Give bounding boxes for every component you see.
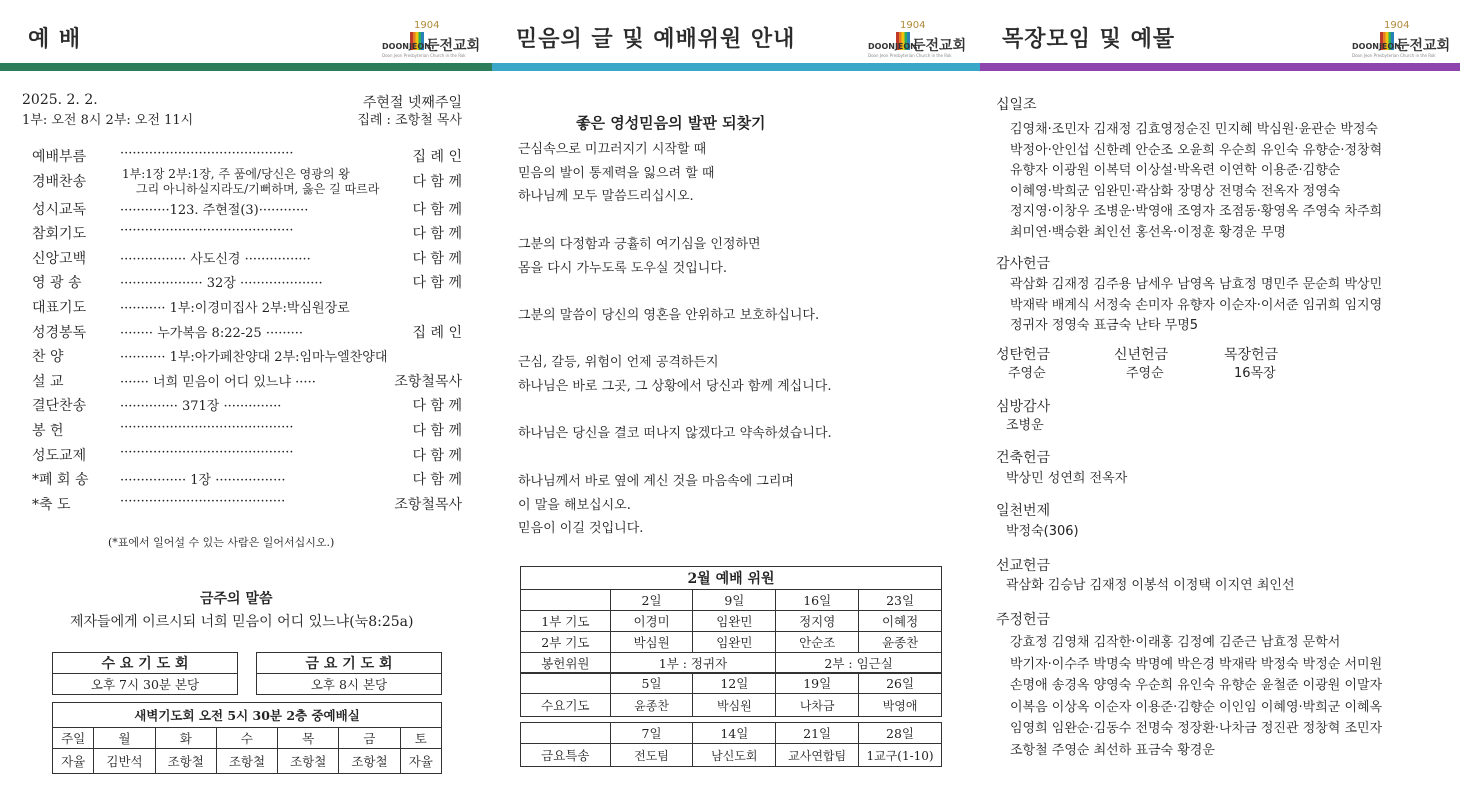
order-label: 대표기도 bbox=[32, 300, 87, 316]
essay-title: 좋은 영성믿음의 발판 되찾기 bbox=[576, 114, 766, 132]
date-cell: 2일 bbox=[610, 590, 693, 611]
essay-line: 믿음이 이길 것입니다. bbox=[518, 521, 644, 537]
logo-tagline: Doon Jeon Presbyterian Church in the Rok bbox=[868, 53, 952, 58]
dawn-day: 월 bbox=[94, 728, 155, 749]
value-cell: 윤종찬 bbox=[610, 694, 693, 717]
cross-icon: 1904 bbox=[900, 20, 926, 31]
order-detail: 1부:1장 2부:1장, 주 품에/당신은 영광의 왕 bbox=[122, 166, 350, 181]
name-line: 최미연·백승환 최인선 홍선옥·이정훈 황경운 무명 bbox=[1010, 225, 1286, 240]
wednesday-prayer-table bbox=[520, 672, 942, 717]
officiant: 집례 : 조항철 목사 bbox=[357, 113, 462, 128]
name-line: 조항철 주영순 최선하 표금숙 황경운 bbox=[1010, 743, 1215, 758]
liturgical-season: 주현절 넷째주일 bbox=[362, 95, 462, 111]
value-cell: 이혜정 bbox=[859, 611, 942, 632]
essay-line: 근심속으로 미끄러지기 시작할 때 bbox=[518, 142, 707, 157]
logo-tagline: Doon Jeon Presbyterian Church in the Rok bbox=[382, 53, 466, 58]
name-line: 박재락 배계식 서정숙 손미자 유향자 이순자·이서준 임귀희 임지영 bbox=[1010, 297, 1383, 313]
date-cell: 28일 bbox=[859, 723, 942, 744]
cell-title: 목장헌금 bbox=[1224, 347, 1279, 363]
weekly-word-text: 제자들에게 이르시되 너희 믿음이 어디 있느냐(눅8:25a) bbox=[70, 614, 414, 630]
order-leader: 다 함 께 bbox=[412, 447, 462, 464]
value-cell: 남신도회 bbox=[693, 744, 776, 767]
order-label: 참회기도 bbox=[32, 226, 87, 243]
name-line: 임영희 임완순·김동수 전명숙 정장환·나차금 정진관 정창혁 조민자 bbox=[1010, 721, 1383, 737]
logo-korean: 둔전교회 bbox=[1396, 38, 1451, 54]
logo-tagline: Doon Jeon Presbyterian Church in the Rok bbox=[1352, 53, 1436, 58]
dawn-leader: 조항철 bbox=[216, 749, 277, 774]
essay-line: 이 말을 해보십시오. bbox=[518, 497, 631, 513]
value-cell: 박심원 bbox=[610, 632, 693, 653]
value-cell: 임완민 bbox=[693, 632, 776, 653]
dawn-leader: 조항철 bbox=[339, 749, 400, 774]
order-detail: ······· 너희 믿음이 어디 있느냐 ····· bbox=[120, 374, 316, 390]
dawn-prayer-table bbox=[52, 702, 442, 774]
essay-line: 몸을 다시 가누도록 도우실 것입니다. bbox=[518, 260, 728, 276]
order-detail: ··········· 1부:이경미집사 2부:박심원장로 bbox=[120, 301, 350, 316]
fri-title: 금 요 기 도 회 bbox=[257, 653, 442, 674]
date-cell: 7일 bbox=[610, 723, 693, 744]
name-line: 박기자·이수주 박명숙 박명예 박은경 박재락 박정숙 박정순 서미원 bbox=[1010, 656, 1383, 672]
date-cell: 14일 bbox=[693, 723, 776, 744]
fri-time: 오후 8시 본당 bbox=[257, 674, 442, 695]
church-logo bbox=[1352, 20, 1452, 60]
order-label: 신앙고백 bbox=[32, 250, 87, 267]
order-leader: 집 례 인 bbox=[412, 324, 462, 341]
row-label: 수요기도 bbox=[521, 694, 611, 717]
essay-line: 하나님은 바로 그곳, 그 상황에서 당신과 함께 계십니다. bbox=[518, 379, 832, 394]
church-logo bbox=[382, 20, 482, 60]
order-leader: 다 함 께 bbox=[412, 472, 462, 489]
panel-title: 예 배 bbox=[28, 27, 82, 52]
name-line: 이복음 이상옥 이순자 이용준·김향순 이인임 이혜영·박희군 이혜옥 bbox=[1010, 699, 1383, 715]
thousand-title: 일천번제 bbox=[996, 503, 1051, 519]
order-leader: 집 례 인 bbox=[412, 149, 462, 165]
order-leader: 다 함 께 bbox=[412, 275, 462, 292]
essay-line: 그분의 다정함과 긍휼히 여기심을 인정하면 bbox=[518, 236, 761, 252]
essay-line: 그분의 말씀이 당신의 영혼을 안위하고 보호하십니다. bbox=[518, 307, 820, 323]
value-cell: 이경미 bbox=[610, 611, 693, 632]
value-cell: 1교구(1-10) bbox=[859, 744, 942, 767]
date-cell: 19일 bbox=[776, 673, 859, 694]
essay-line: 하나님께서 바로 옆에 계신 것을 마음속에 그리며 bbox=[518, 473, 794, 489]
building-title: 건축헌금 bbox=[996, 450, 1051, 466]
order-detail: ············123. 주현절(3)············ bbox=[120, 202, 309, 218]
header-band bbox=[0, 63, 492, 71]
order-detail: ················ 사도신경 ················ bbox=[120, 251, 311, 267]
dawn-day: 토 bbox=[400, 728, 441, 749]
worship-panel bbox=[0, 0, 492, 807]
cross-icon: 1904 bbox=[414, 20, 440, 31]
date-cell: 26일 bbox=[859, 673, 942, 694]
mission-title: 선교헌금 bbox=[996, 558, 1051, 574]
visit-name: 조병운 bbox=[1006, 418, 1044, 433]
weekly-title: 주정헌금 bbox=[996, 612, 1051, 628]
standing-note: (*표에서 일어설 수 있는 사람은 일어서십시오.) bbox=[108, 536, 335, 549]
service-times: 1부: 오전 8시 2부: 오전 11시 bbox=[22, 113, 194, 128]
name-line: 박정아·안인섭 신한례 안순조 오윤희 우순희 유인숙 유향순·정창혁 bbox=[1010, 142, 1383, 158]
order-detail: ·········································· bbox=[120, 420, 294, 435]
wed-title: 수 요 기 도 회 bbox=[53, 653, 238, 674]
thousand-name: 박정숙(306) bbox=[1006, 524, 1079, 539]
order-leader: 다 함 께 bbox=[412, 173, 462, 190]
ushers-label: 봉헌위원 bbox=[521, 653, 611, 674]
committee-title: 2월 예배 위원 bbox=[521, 567, 942, 590]
name-line: 손명애 송경옥 양영숙 우순희 유인숙 유향순 윤철준 이광원 이말자 bbox=[1010, 678, 1383, 694]
value-cell: 전도팀 bbox=[610, 744, 693, 767]
wednesday-prayer-box bbox=[52, 652, 238, 695]
order-label: *폐 회 송 bbox=[32, 472, 89, 489]
newyear-title: 신년헌금 bbox=[1114, 347, 1169, 363]
name-line: 이혜영·박희군 임완민·곽삼화 장명상 전명숙 전옥자 정영숙 bbox=[1010, 183, 1341, 199]
date-cell: 12일 bbox=[693, 673, 776, 694]
value-cell: 박영애 bbox=[859, 694, 942, 717]
row-label: 1부 기도 bbox=[521, 611, 611, 632]
order-label: 설 교 bbox=[32, 373, 64, 390]
dawn-leader: 조항철 bbox=[278, 749, 339, 774]
date-cell: 21일 bbox=[776, 723, 859, 744]
value-cell: 임완민 bbox=[693, 611, 776, 632]
newyear-name: 주영순 bbox=[1126, 366, 1164, 381]
order-label: *축 도 bbox=[32, 496, 71, 513]
panel-title: 목장모임 및 예물 bbox=[1002, 27, 1176, 52]
order-detail: ···················· 32장 ···················· bbox=[120, 276, 323, 292]
dawn-title: 새벽기도회 오전 5시 30분 2층 중예배실 bbox=[53, 703, 442, 728]
order-detail: 그리 아니하실지라도/기뻐하며, 옳은 길 따르라 bbox=[136, 181, 380, 196]
mission-names: 곽삼화 김승남 김재정 이봉석 이정택 이지연 최인선 bbox=[1006, 578, 1295, 593]
name-line: 정귀자 정영숙 표금숙 난타 무명5 bbox=[1010, 318, 1199, 333]
wed-time: 오후 7시 30분 본당 bbox=[53, 674, 238, 695]
friday-prayer-box bbox=[256, 652, 442, 695]
dawn-day: 주일 bbox=[53, 728, 94, 749]
date-cell: 5일 bbox=[610, 673, 693, 694]
name-line: 강효정 김영채 김작한·이래홍 김정예 김준근 남효정 문학서 bbox=[1010, 635, 1341, 650]
order-leader: 다 함 께 bbox=[412, 398, 462, 415]
weekly-word-title: 금주의 말씀 bbox=[200, 591, 273, 607]
xmas-name: 주영순 bbox=[1008, 366, 1046, 381]
value-cell: 윤종찬 bbox=[859, 632, 942, 653]
ushers-first: 1부 : 정귀자 bbox=[610, 653, 776, 674]
order-leader: 다 함 께 bbox=[412, 423, 462, 439]
name-line: 김영채·조민자 김재정 김효영정순진 민지혜 박심원·윤관순 박정숙 bbox=[1010, 122, 1378, 137]
faith-panel bbox=[492, 0, 980, 807]
worship-committee-table bbox=[520, 566, 942, 674]
friday-special-table bbox=[520, 722, 942, 767]
order-label: 경배찬송 bbox=[32, 173, 87, 190]
essay-line: 근심, 갈등, 위험이 언제 공격하든지 bbox=[518, 355, 719, 371]
order-label: 성도교제 bbox=[32, 447, 87, 464]
dawn-day: 금 bbox=[339, 728, 400, 749]
row-label: 2부 기도 bbox=[521, 632, 611, 653]
value-cell: 안순조 bbox=[776, 632, 859, 653]
order-label: 결단찬송 bbox=[32, 398, 87, 415]
header-band bbox=[492, 63, 980, 71]
order-leader: 다 함 께 bbox=[412, 250, 462, 267]
order-detail: ·········································· bbox=[120, 223, 294, 239]
essay-line: 하나님은 당신을 결코 떠나지 않겠다고 약속하셨습니다. bbox=[518, 426, 832, 442]
row-label: 금요특송 bbox=[521, 744, 611, 767]
tithe-title: 십일조 bbox=[996, 97, 1037, 113]
order-detail: ·········································· bbox=[120, 146, 294, 161]
value-cell: 박심원 bbox=[693, 694, 776, 717]
dawn-day: 목 bbox=[278, 728, 339, 749]
date-cell: 23일 bbox=[859, 590, 942, 611]
building-names: 박상민 성연희 전옥자 bbox=[1006, 471, 1128, 486]
logo-english: DOONJEON bbox=[1352, 42, 1401, 51]
dawn-day: 수 bbox=[216, 728, 277, 749]
order-label: 찬 양 bbox=[32, 349, 64, 366]
dawn-leader: 조항철 bbox=[155, 749, 216, 774]
order-detail: ················ 1장 ················· bbox=[120, 473, 286, 489]
visit-title: 심방감사 bbox=[996, 399, 1051, 415]
essay-line: 하나님께 모두 말씀드리십시오. bbox=[518, 189, 694, 205]
thanks-title: 감사헌금 bbox=[996, 256, 1051, 272]
date-cell: 9일 bbox=[693, 590, 776, 611]
church-logo bbox=[868, 20, 968, 60]
dawn-leader: 자율 bbox=[400, 749, 441, 774]
service-date: 2025. 2. 2. bbox=[22, 92, 98, 108]
name-line: 유향자 이광원 이복덕 이상설·박옥련 이연학 이용준·김향순 bbox=[1010, 163, 1341, 179]
order-leader: 조항철목사 bbox=[394, 496, 462, 513]
order-detail: ········································ bbox=[120, 493, 286, 509]
dawn-leader: 자율 bbox=[53, 749, 94, 774]
cell-value: 16목장 bbox=[1234, 366, 1276, 381]
name-line: 정지영·이창우 조병운·박영애 조영자 조점동·황영옥 주영숙 차주희 bbox=[1010, 204, 1383, 220]
order-label: 영 광 송 bbox=[32, 275, 82, 292]
order-leader: 조항철목사 bbox=[394, 373, 462, 390]
order-detail: ·········································· bbox=[120, 444, 294, 460]
dawn-day: 화 bbox=[155, 728, 216, 749]
essay-line: 믿음의 발이 통제력을 잃으려 할 때 bbox=[518, 165, 715, 181]
order-label: 봉 헌 bbox=[32, 423, 64, 439]
order-detail: ··········· 1부:아가페찬양대 2부:임마누엘찬양대 bbox=[120, 350, 388, 366]
logo-korean: 둔전교회 bbox=[426, 38, 481, 54]
logo-english: DOONJEON bbox=[382, 42, 431, 51]
dawn-leader: 김반석 bbox=[94, 749, 155, 774]
offerings-panel bbox=[980, 0, 1460, 807]
order-label: 성경봉독 bbox=[32, 324, 87, 341]
name-line: 곽삼화 김재정 김주용 남세우 남영옥 남효정 명민주 문순희 박상민 bbox=[1010, 277, 1383, 292]
order-detail: ·············· 371장 ·············· bbox=[120, 399, 282, 415]
ushers-second: 2부 : 임근실 bbox=[776, 653, 942, 674]
date-cell: 16일 bbox=[776, 590, 859, 611]
cross-icon: 1904 bbox=[1384, 20, 1410, 31]
order-leader: 다 함 께 bbox=[412, 226, 462, 243]
order-leader: 다 함 께 bbox=[412, 201, 462, 218]
logo-korean: 둔전교회 bbox=[912, 38, 967, 54]
order-label: 예배부름 bbox=[32, 149, 87, 165]
header-band bbox=[980, 63, 1460, 71]
order-detail: ········ 누가복음 8:22-25 ········· bbox=[120, 325, 304, 341]
xmas-title: 성탄헌금 bbox=[996, 347, 1051, 363]
order-label: 성시교독 bbox=[32, 201, 87, 218]
value-cell: 나차금 bbox=[776, 694, 859, 717]
panel-title: 믿음의 글 및 예배위원 안내 bbox=[516, 27, 796, 52]
value-cell: 정지영 bbox=[776, 611, 859, 632]
value-cell: 교사연합팀 bbox=[776, 744, 859, 767]
logo-english: DOONJEON bbox=[868, 42, 917, 51]
